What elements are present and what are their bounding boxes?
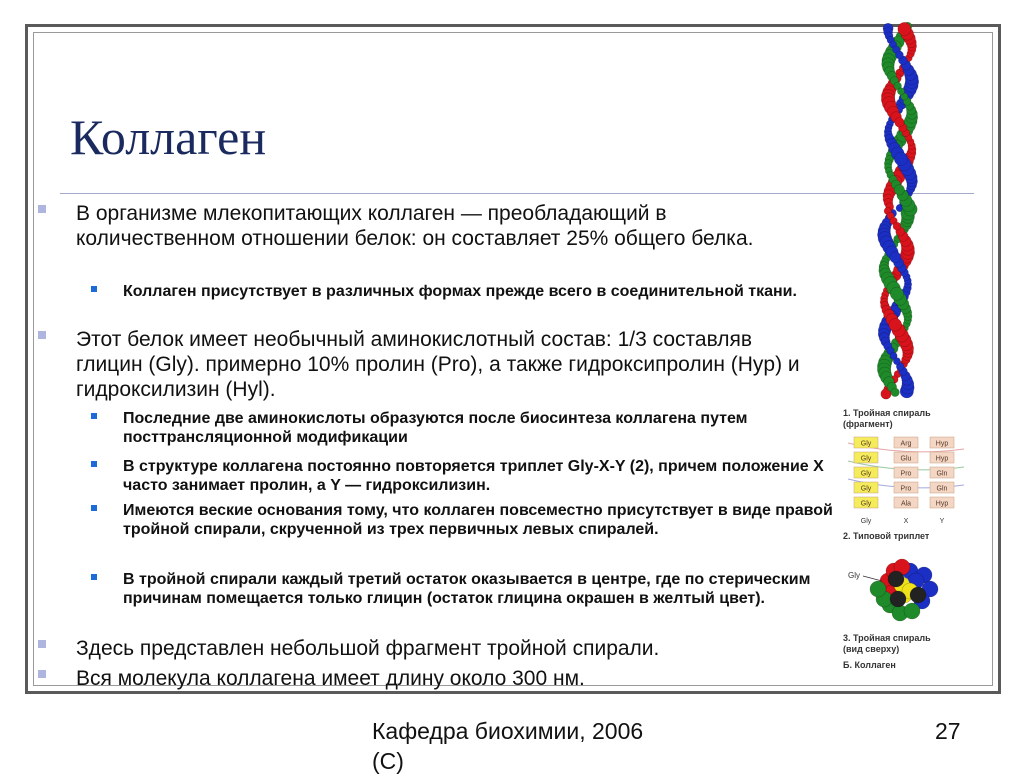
figure-caption-3b: (вид сверху) bbox=[843, 644, 900, 654]
bullet-l2: Коллаген присутствует в различных формах прежде всего в соединительной ткани. bbox=[123, 282, 833, 301]
bullet-square-icon bbox=[91, 574, 97, 580]
triplet-cell-label: Pro bbox=[900, 485, 912, 493]
bullet-l2: В тройной спирали каждый третий остаток оказывается в центре, где по стерическим причинам помещается только глицин (остаток глицина окрашен в желтый цвет). bbox=[123, 570, 833, 608]
triplet-cell-label: Arg bbox=[900, 440, 912, 448]
page-number: 27 bbox=[935, 718, 961, 744]
bullet-l2: Имеются веские основания тому, что коллаген повсеместно присутствует в виде правой тройной спирали, скрученной из трех первичных левых спиралей. bbox=[123, 501, 833, 539]
bullet-square-icon bbox=[91, 505, 97, 511]
bullet-l1: Здесь представлен небольшой фрагмент тройной спирали. bbox=[76, 636, 821, 661]
helix-atom bbox=[894, 185, 904, 195]
gly-label: Gly bbox=[848, 571, 860, 580]
bullet-square-icon bbox=[38, 331, 46, 339]
figure-caption-3: 3. Тройная спираль bbox=[843, 633, 931, 643]
helix-atom bbox=[890, 287, 903, 300]
helix-atom bbox=[897, 88, 904, 95]
triplet-cell-label: Hyp bbox=[935, 500, 949, 508]
slide-title: Коллаген bbox=[70, 109, 267, 165]
triplet-cell-label: Hyp bbox=[935, 455, 949, 463]
bullet-l1: Вся молекула коллагена имеет длину около 300 нм. bbox=[76, 666, 821, 691]
figure-caption-1: 1. Тройная спираль bbox=[843, 408, 931, 418]
triplet-cell-label: Hyp bbox=[935, 440, 949, 448]
figure-caption-4: Б. Коллаген bbox=[843, 660, 896, 670]
bullet-square-icon bbox=[91, 461, 97, 467]
helix-atom bbox=[895, 51, 903, 59]
triplet-cell-label: Gly bbox=[860, 500, 872, 508]
bullet-square-icon bbox=[38, 205, 46, 213]
helix-top-view-image bbox=[848, 551, 958, 625]
figure-caption-2: 2. Типовой триплет bbox=[843, 531, 930, 541]
top-view-atoms bbox=[870, 559, 938, 621]
top-view-atom bbox=[870, 581, 886, 597]
triplet-cell-label: Gln bbox=[936, 470, 948, 478]
gly-pointer bbox=[863, 576, 882, 581]
top-view-atom bbox=[890, 591, 906, 607]
top-view-atom bbox=[888, 571, 904, 587]
helix-atoms bbox=[877, 22, 918, 399]
triplet-axis-label: X bbox=[903, 518, 909, 525]
triplet-axis-label: Y bbox=[939, 518, 945, 525]
helix-atom bbox=[893, 222, 901, 230]
bullet-l2: В структуре коллагена постоянно повторяется триплет Gly-X-Y (2), причем положение X часто занимает пролин, а Y — гидроксилизин. bbox=[123, 457, 833, 495]
bullet-square-icon bbox=[91, 413, 97, 419]
bullet-l2: Последние две аминокислоты образуются после биосинтеза коллагена путем посттрансляционной модификации bbox=[123, 409, 833, 447]
triplet-cell-label: Gln bbox=[936, 485, 948, 493]
triplet-axis-label: Gly bbox=[860, 518, 872, 525]
triplet-cell-label: Ala bbox=[900, 500, 912, 508]
bullet-square-icon bbox=[38, 670, 46, 678]
helix-atom bbox=[894, 152, 907, 165]
footer-dept-text: Кафедра биохимии, 2006 bbox=[372, 718, 644, 744]
top-view-atom bbox=[910, 587, 926, 603]
helix-atom bbox=[898, 22, 911, 35]
top-view-atom bbox=[904, 603, 920, 619]
figure-caption-1b: (фрагмент) bbox=[843, 419, 893, 429]
triplet-strands bbox=[848, 440, 964, 488]
triplet-cell-label: Pro bbox=[900, 470, 912, 478]
triplet-table-diagram bbox=[846, 433, 966, 529]
triplet-cell-label: Gly bbox=[860, 470, 872, 478]
bullet-l1: В организме млекопитающих коллаген — преобладающий в количественном отношении белок: он составляет 25% общего белка. bbox=[76, 201, 821, 251]
helix-atom bbox=[891, 388, 900, 397]
triplet-rows bbox=[854, 437, 954, 525]
helix-atom bbox=[890, 252, 901, 263]
footer-copyright: (С) bbox=[372, 748, 404, 774]
bullet-l1: Этот белок имеет необычный аминокислотный состав: 1/3 составляв глицин (Gly). примерно 10% пролин (Pro), а также гидроксипролин (Hyp) и гидроксилизин (Hyl). bbox=[76, 327, 821, 402]
footer-department bbox=[372, 716, 643, 776]
triplet-cell-label: Glu bbox=[900, 455, 912, 463]
helix-atom bbox=[889, 318, 902, 331]
bullet-square-icon bbox=[91, 286, 97, 292]
triplet-cell-label: Gly bbox=[860, 455, 872, 463]
helix-atom bbox=[893, 358, 900, 365]
triplet-cell-label: Gly bbox=[860, 440, 872, 448]
collagen-helix-image bbox=[858, 22, 948, 402]
bullet-square-icon bbox=[38, 640, 46, 648]
triplet-cell-label: Gly bbox=[860, 485, 872, 493]
helix-atom bbox=[895, 118, 905, 128]
